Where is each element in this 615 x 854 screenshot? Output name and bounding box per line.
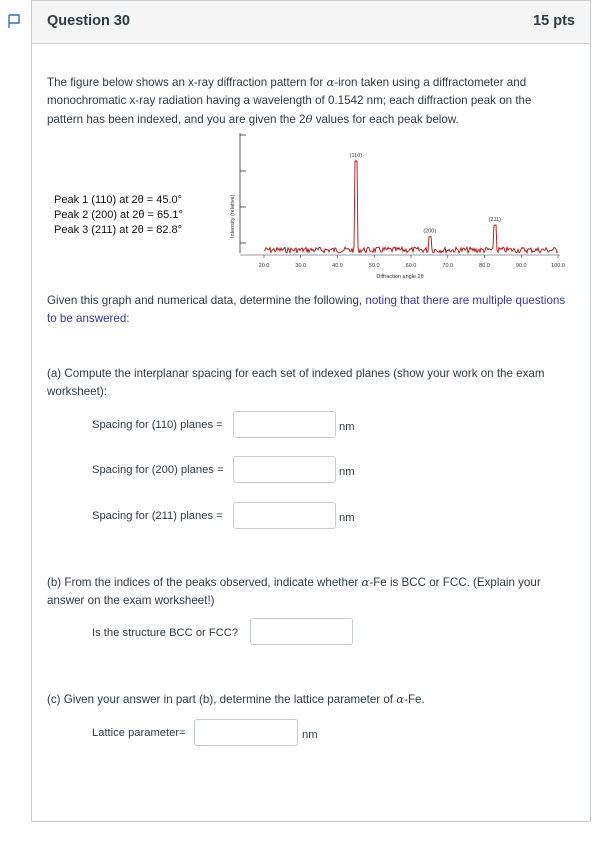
x-tick-label: 30.0 [295, 263, 307, 269]
x-tick-label: 50.0 [368, 263, 380, 269]
question-header [32, 1, 590, 44]
spacing-110-unit: nm [339, 421, 355, 433]
x-tick-label: 70.0 [442, 263, 454, 269]
peak-item: Peak 3 (211) at 2θ = 82.8° [54, 224, 183, 236]
x-tick-label: 100.0 [551, 263, 565, 269]
lattice-parameter-unit: nm [302, 729, 318, 741]
x-tick-label: 20.0 [258, 263, 270, 269]
x-tick-label: 60.0 [405, 263, 417, 269]
given-text: Given this graph and numerical data, determine the following, noting that there are multiple questions to be answered: [47, 294, 566, 325]
x-tick-label: 40.0 [332, 263, 343, 269]
spacing-211-unit: nm [339, 512, 355, 524]
lattice-parameter-label: Lattice parameter= [92, 727, 186, 739]
spacing-200-input[interactable] [233, 456, 336, 483]
peak-list [54, 193, 183, 238]
part-a-prompt: (a) Compute the interplanar spacing for each set of indexed planes (show your work on the exam worksheet): [47, 367, 545, 398]
question-card [31, 0, 591, 822]
peak-item: Peak 2 (200) at 2θ = 65.1° [54, 209, 183, 221]
xrd-chart [222, 133, 572, 281]
spacing-211-input[interactable] [233, 502, 336, 529]
spacing-200-label: Spacing for (200) planes = [92, 464, 224, 476]
y-axis-label: Intensity (relative) [230, 194, 236, 238]
spacing-200-unit: nm [339, 466, 355, 478]
x-axis-label: Diffraction angle 2θ [376, 274, 424, 280]
spacing-211-label: Spacing for (211) planes = [92, 510, 223, 522]
flag-question-icon[interactable] [8, 14, 21, 29]
diffraction-trace [264, 161, 558, 253]
question-intro: The figure below shows an x-ray diffraction pattern for α-iron taken using a diffractometer and monochromatic x-ray radiation having a wavelength of 0.1542 nm; each diffraction peak on the pattern has been indexed, and you are given the 2θ values for each peak below. [47, 75, 532, 126]
spacing-110-label: Spacing for (110) planes = [92, 419, 223, 431]
x-tick-label: 90.0 [515, 263, 527, 269]
peak-item: Peak 1 (110) at 2θ = 45.0° [54, 194, 183, 206]
lattice-parameter-input[interactable] [194, 719, 298, 746]
peak-label: (200) [423, 228, 437, 235]
x-tick-label: 80.0 [479, 263, 490, 269]
structure-label: Is the structure BCC or FCC? [92, 627, 239, 639]
spacing-110-input[interactable] [233, 411, 336, 438]
peak-label: (211) [488, 217, 502, 224]
question-title: Question 30 [47, 13, 130, 29]
question-points: 15 pts [533, 13, 575, 29]
part-c-prompt: (c) Given your answer in part (b), determine the lattice parameter of α-Fe. [47, 692, 425, 706]
peak-label: (110) [349, 153, 363, 159]
part-b-prompt: (b) From the indices of the peaks observed, indicate whether α-Fe is BCC or FCC. (Explain your answer on the exam worksheet!) [47, 575, 541, 607]
structure-input[interactable] [250, 618, 353, 645]
